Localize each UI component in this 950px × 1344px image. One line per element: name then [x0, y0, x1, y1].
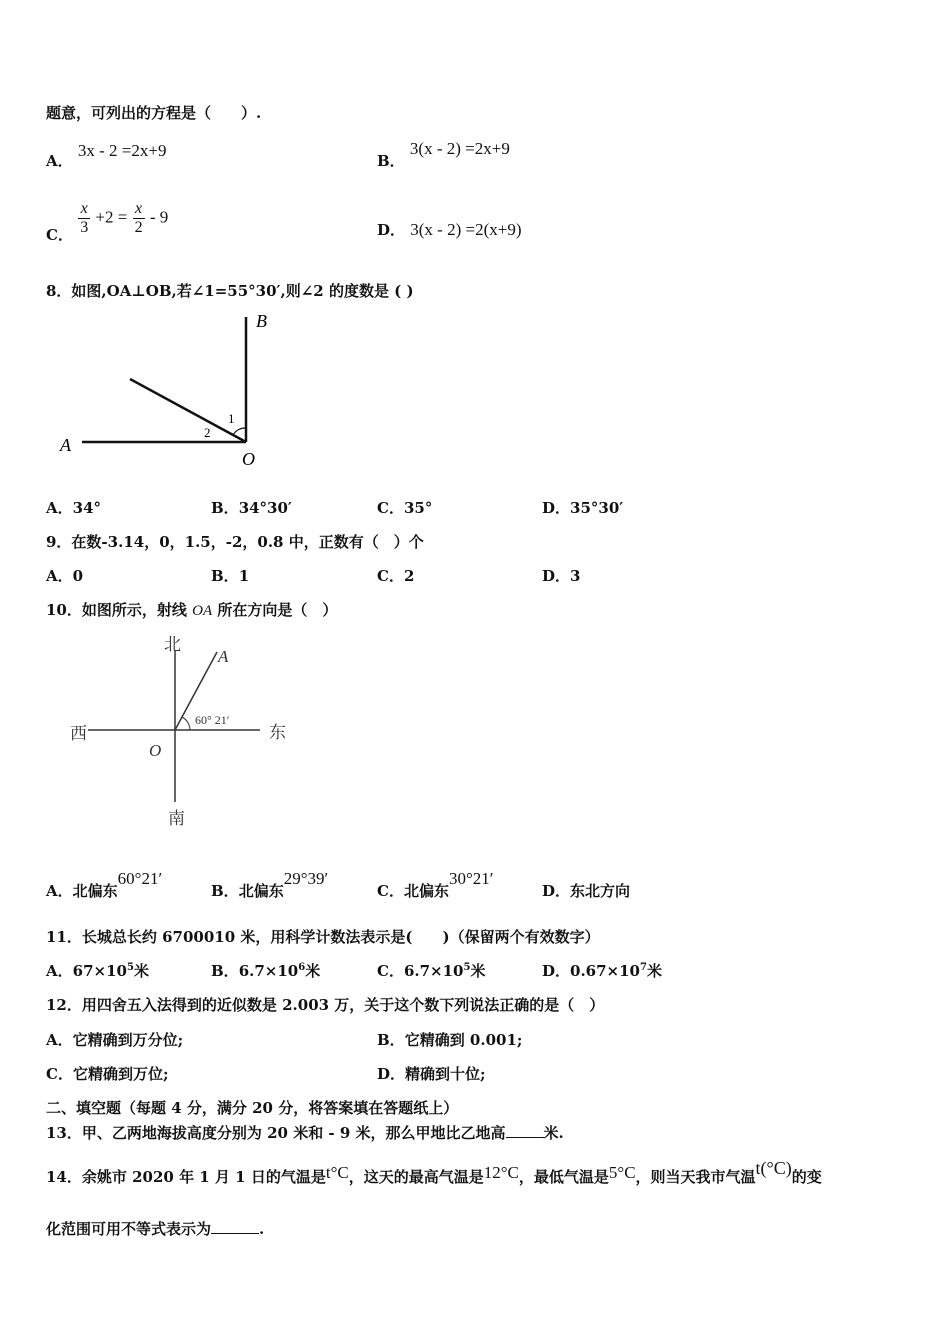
- q13-answer-blank[interactable]: [506, 1123, 544, 1138]
- q10-stem: 10．如图所示，射线 OA 所在方向是（ ）: [46, 601, 338, 619]
- label-o: O: [242, 449, 255, 469]
- q7-stem-tail: 题意，可列出的方程是（ ）.: [46, 104, 262, 122]
- q9-stem: 9．在数-3.14，0，1.5，-2，0.8 中，正数有（ ）个: [46, 533, 424, 551]
- fraction-x-over-2: $\frac{x}{2}$: [134, 200, 143, 236]
- q8-option-c[interactable]: C．35°: [377, 499, 433, 517]
- q11-option-a[interactable]: A．$67\times 10^5$米: [46, 962, 149, 980]
- q14-answer-blank[interactable]: [211, 1219, 259, 1234]
- q9-option-d[interactable]: D．3: [542, 567, 581, 585]
- label-b: B: [256, 311, 267, 331]
- q7-option-b[interactable]: B． 3(x - 2) =2x+9: [377, 139, 510, 170]
- q10-compass-figure: [60, 630, 310, 835]
- q10-option-c[interactable]: C．北偏东30°21′: [377, 869, 494, 900]
- q8-option-b[interactable]: B．34°30′: [211, 499, 292, 517]
- q14-stem-line1: 14．余姚市 2020 年 1 月 1 日的气温是t°C，这天的最高气温是12°C，最低气温是5°C，则当天我市气温t(°C)的变: [46, 1158, 822, 1186]
- q9-option-c[interactable]: C．2: [377, 567, 415, 585]
- q8-angle-figure: [50, 305, 290, 475]
- q12-option-b[interactable]: B．它精确到 0.001;: [377, 1031, 523, 1049]
- label-angle-1: 1: [228, 411, 235, 426]
- q7-option-d-expr: 3(x - 2) =2(x+9): [410, 220, 522, 239]
- label-east: 东: [269, 723, 286, 742]
- label-west: 西: [70, 724, 87, 743]
- q7-option-d[interactable]: D． 3(x - 2) =2(x+9): [377, 220, 522, 239]
- q10-option-b[interactable]: B．北偏东29°39′: [211, 869, 329, 900]
- q7-option-a[interactable]: A． 3x - 2 =2x+9: [46, 141, 167, 170]
- label-north: 北: [164, 635, 181, 654]
- angle-1-arc: [233, 428, 246, 435]
- q12-stem: 12．用四舍五入法得到的近似数是 2.003 万，关于这个数下列说法正确的是（ ）: [46, 996, 605, 1014]
- q8-stem: 8．如图,OA⊥OB,若∠1=55°30′,则∠2 的度数是 ( ): [46, 282, 414, 300]
- q11-stem: 11．长城总长约 6700010 米，用科学计数法表示是( )（保留两个有效数字）: [46, 928, 600, 946]
- q7-option-a-expr: 3x - 2 =2x+9: [77, 141, 167, 160]
- label-angle-2: 2: [204, 425, 211, 440]
- angle-arc: [182, 717, 190, 730]
- q11-option-c[interactable]: C．$6.7\times 10^5$米: [377, 962, 486, 980]
- q12-option-a[interactable]: A．它精确到万分位;: [46, 1031, 184, 1049]
- q8-option-d[interactable]: D．35°30′: [542, 499, 624, 517]
- q11-option-d[interactable]: D．$0.67\times 10^7$米: [542, 962, 662, 980]
- label-angle: 60° 21′: [195, 713, 230, 727]
- label-south: 南: [168, 809, 185, 828]
- q9-option-b[interactable]: B．1: [211, 567, 250, 585]
- q8-option-a[interactable]: A．34°: [46, 499, 102, 517]
- q10-option-d[interactable]: D．东北方向: [542, 882, 631, 900]
- fraction-x-over-3: $\frac{x}{3}$: [80, 200, 89, 236]
- q14-stem-line2: 化范围可用不等式表示为 .: [46, 1220, 265, 1238]
- label-o: O: [149, 741, 162, 760]
- q7-option-b-expr: 3(x - 2) =2x+9: [409, 139, 510, 158]
- q12-option-c[interactable]: C．它精确到万位;: [46, 1065, 169, 1083]
- section-2-title: 二、填空题（每题 4 分，满分 20 分，将答案填在答题纸上）: [46, 1099, 459, 1117]
- q7-option-c[interactable]: C． $\frac{x}{3}$ +2 = $\frac{x}{2}$ - 9: [46, 200, 169, 244]
- q12-option-d[interactable]: D．精确到十位;: [377, 1065, 486, 1083]
- q9-option-a[interactable]: A．0: [46, 567, 84, 585]
- q11-option-b[interactable]: B．$6.7\times 10^6$米: [211, 962, 321, 980]
- q10-option-a[interactable]: A．北偏东60°21′: [46, 869, 163, 900]
- label-a: A: [60, 435, 71, 455]
- q13-stem: 13．甲、乙两地海拔高度分别为 20 米和 - 9 米，那么甲地比乙地高 米.: [46, 1124, 564, 1142]
- label-a: A: [218, 647, 229, 666]
